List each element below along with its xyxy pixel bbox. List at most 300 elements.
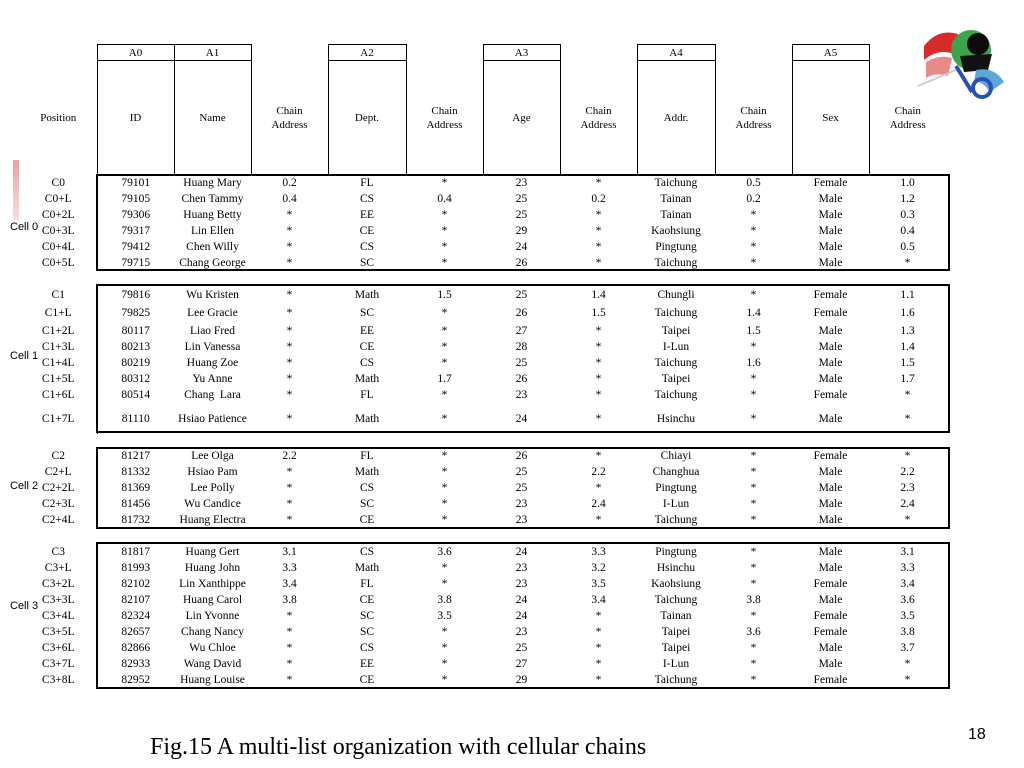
dept-cell: SC <box>359 498 375 510</box>
header-group-a4: A4 <box>637 45 715 61</box>
cell-1-table <box>20 286 946 434</box>
addr-cell: Pingtung <box>655 482 697 494</box>
dept-cell: SC <box>359 257 375 269</box>
table-row <box>20 656 946 672</box>
age-cell: 23 <box>515 578 528 590</box>
sex-chain-cell: 1.2 <box>900 193 915 205</box>
sex-chain-cell: 0.3 <box>900 209 915 221</box>
name-chain-cell: * <box>286 306 293 319</box>
sex-chain-cell: 3.7 <box>900 642 915 654</box>
table-row <box>20 403 946 434</box>
addr-chain-cell: * <box>750 562 757 574</box>
dept-chain-cell: * <box>441 341 448 353</box>
name-cell: Chang George <box>179 257 246 269</box>
age-chain-cell: * <box>595 674 602 686</box>
addr-cell: I-Lun <box>662 498 690 510</box>
sex-cell: Male <box>818 562 843 574</box>
header-group-a1: A1 <box>174 45 251 61</box>
addr-chain-cell: * <box>750 610 757 622</box>
cell-3-label: Cell 3 <box>10 600 39 612</box>
id-cell: 79825 <box>121 306 151 319</box>
addr-chain-cell: * <box>750 373 757 385</box>
name-cell: Huang Louise <box>180 674 245 686</box>
dept-cell: FL <box>360 177 374 189</box>
cell-0-table <box>20 175 946 271</box>
name-cell: Lee Gracie <box>187 306 238 319</box>
age-chain-cell: * <box>595 209 602 221</box>
age-chain-cell: 0.2 <box>591 193 606 205</box>
name-cell: Huang Electra <box>179 514 246 526</box>
addr-cell: Changhua <box>652 466 700 478</box>
name-chain-cell: * <box>286 642 293 654</box>
sex-chain-cell: * <box>904 389 911 401</box>
name-cell: Lin Yvonne <box>185 610 240 622</box>
name-cell: Wu Kristen <box>186 288 239 301</box>
addr-cell: Taipei <box>661 324 691 337</box>
position-cell: C1 <box>20 286 97 303</box>
table-row <box>20 387 946 403</box>
position-cell: C2+4L <box>20 512 97 528</box>
age-chain-cell: 3.5 <box>591 578 606 590</box>
id-cell: 81732 <box>121 514 151 526</box>
sex-cell: Male <box>818 594 843 606</box>
addr-chain-cell: * <box>750 412 757 425</box>
age-chain-cell: 2.4 <box>591 498 606 510</box>
dept-chain-cell: * <box>441 306 448 319</box>
header-chain-address: Chain Address <box>426 104 463 131</box>
dept-cell: CE <box>359 594 375 606</box>
cell-3-table <box>20 544 946 688</box>
addr-chain-cell: * <box>750 450 757 462</box>
age-chain-cell: * <box>595 610 602 622</box>
id-cell: 80213 <box>121 341 151 353</box>
sex-cell: Male <box>818 341 843 353</box>
position-cell: C0+L <box>20 191 97 207</box>
addr-cell: I-Lun <box>662 341 690 353</box>
table-row <box>20 191 946 207</box>
name-cell: Lin Ellen <box>190 225 235 237</box>
position-cell: C1+5L <box>20 371 97 387</box>
addr-chain-cell: * <box>750 514 757 526</box>
name-chain-cell: * <box>286 482 293 494</box>
addr-chain-cell: * <box>750 674 757 686</box>
dept-cell: Math <box>354 412 380 425</box>
id-cell: 82933 <box>121 658 151 670</box>
age-chain-cell: 1.4 <box>591 288 606 301</box>
header-group-blank <box>20 45 97 61</box>
id-cell: 81217 <box>121 450 151 462</box>
sex-cell: Male <box>818 642 843 654</box>
age-cell: 25 <box>515 357 528 369</box>
addr-cell: Taichung <box>654 514 698 526</box>
dept-chain-cell: * <box>441 482 448 494</box>
header-age: Age <box>483 61 560 175</box>
addr-cell: Chiayi <box>660 450 692 462</box>
header-addr: Addr. <box>637 61 715 175</box>
id-cell: 80117 <box>121 324 150 337</box>
page-number: 18 <box>968 726 986 743</box>
dept-chain-cell: 3.5 <box>437 610 452 622</box>
sex-cell: Female <box>813 288 848 301</box>
position-cell: C3+5L <box>20 624 97 640</box>
dept-chain-cell: * <box>441 498 448 510</box>
sex-chain-cell: 1.6 <box>900 306 915 319</box>
age-chain-cell: 3.4 <box>591 594 606 606</box>
name-chain-cell: * <box>286 658 293 670</box>
dept-cell: CE <box>359 514 375 526</box>
addr-cell: Taichung <box>654 389 698 401</box>
table-row <box>20 355 946 371</box>
position-cell: C0+3L <box>20 223 97 239</box>
name-chain-cell: * <box>286 626 293 638</box>
id-cell: 81369 <box>121 482 151 494</box>
dept-cell: EE <box>359 324 375 337</box>
header-position: Position <box>40 111 77 124</box>
addr-chain-cell: * <box>750 642 757 654</box>
dept-cell: SC <box>359 610 375 622</box>
sex-chain-cell: 3.5 <box>900 610 915 622</box>
table-row <box>20 480 946 496</box>
id-cell: 81817 <box>121 546 151 558</box>
addr-chain-cell: * <box>750 546 757 558</box>
table-row <box>20 286 946 303</box>
name-chain-cell: 3.8 <box>282 594 297 606</box>
table-row <box>20 464 946 480</box>
table-row <box>20 303 946 322</box>
dept-cell: SC <box>359 306 375 319</box>
name-cell: Liao Fred <box>189 324 236 337</box>
sex-chain-cell: 3.6 <box>900 594 915 606</box>
id-cell: 79412 <box>121 241 151 253</box>
addr-cell: Tainan <box>660 610 692 622</box>
sex-cell: Female <box>813 578 848 590</box>
table-row <box>20 672 946 688</box>
name-chain-cell: 0.4 <box>282 193 297 205</box>
header-group-a0: A0 <box>97 45 174 61</box>
id-cell: 79306 <box>121 209 151 221</box>
position-cell: C2+2L <box>20 480 97 496</box>
dept-chain-cell: 3.8 <box>437 594 452 606</box>
position-cell: C3+7L <box>20 656 97 672</box>
name-chain-cell: * <box>286 357 293 369</box>
sex-chain-cell: 1.4 <box>900 341 915 353</box>
addr-chain-cell: * <box>750 225 757 237</box>
name-cell: Huang Carol <box>182 594 243 606</box>
position-cell: C3+4L <box>20 608 97 624</box>
position-cell: C1+6L <box>20 387 97 403</box>
age-cell: 23 <box>515 514 528 526</box>
dept-cell: Math <box>354 373 380 385</box>
name-chain-cell: 3.4 <box>282 578 297 590</box>
addr-chain-cell: * <box>750 389 757 401</box>
sex-chain-cell: 1.1 <box>900 288 915 301</box>
table-row <box>20 207 946 223</box>
age-chain-cell: * <box>595 412 602 425</box>
dept-chain-cell: * <box>441 642 448 654</box>
sex-cell: Male <box>818 209 843 221</box>
dept-cell: CS <box>359 357 375 369</box>
sex-cell: Male <box>818 373 843 385</box>
sex-cell: Male <box>818 324 843 337</box>
dept-chain-cell: 0.4 <box>437 193 452 205</box>
sex-chain-cell: 1.3 <box>900 324 915 337</box>
sex-cell: Male <box>818 225 843 237</box>
header-id: ID <box>97 61 174 175</box>
addr-cell: Tainan <box>660 209 692 221</box>
header-chain-address: Chain Address <box>889 104 926 131</box>
name-chain-cell: * <box>286 241 293 253</box>
cell-2-table <box>20 448 946 528</box>
header-group-chain <box>406 45 483 61</box>
id-cell: 81993 <box>121 562 151 574</box>
dept-cell: CE <box>359 674 375 686</box>
age-chain-cell: * <box>595 642 602 654</box>
name-cell: Chen Willy <box>186 241 239 253</box>
age-chain-cell: * <box>595 389 602 401</box>
dept-cell: CE <box>359 225 375 237</box>
addr-cell: Kaohsiung <box>651 578 701 590</box>
age-cell: 23 <box>515 177 528 189</box>
addr-chain-cell: 1.4 <box>746 306 761 319</box>
position-cell: C1+2L <box>20 322 97 339</box>
name-chain-cell: 0.2 <box>282 177 297 189</box>
age-cell: 24 <box>515 610 528 622</box>
age-chain-cell: * <box>595 324 602 337</box>
dept-cell: FL <box>360 578 374 590</box>
dept-cell: EE <box>359 658 375 670</box>
age-cell: 25 <box>515 288 528 301</box>
position-cell: C1+L <box>20 303 97 322</box>
dept-chain-cell: 1.5 <box>437 288 452 301</box>
sex-chain-cell: 1.5 <box>900 357 915 369</box>
id-cell: 79317 <box>121 225 151 237</box>
table-row <box>20 560 946 576</box>
table-row <box>20 371 946 387</box>
sex-chain-cell: 0.5 <box>900 241 915 253</box>
addr-cell: Pingtung <box>655 546 697 558</box>
dept-chain-cell: * <box>441 450 448 462</box>
header-group-a2: A2 <box>328 45 406 61</box>
age-chain-cell: * <box>595 450 602 462</box>
sex-chain-cell: 3.1 <box>900 546 915 558</box>
id-cell: 80514 <box>121 389 151 401</box>
position-cell: C3 <box>20 544 97 560</box>
addr-cell: Hsinchu <box>656 412 696 425</box>
dept-chain-cell: * <box>441 241 448 253</box>
name-cell: Lin Vanessa <box>184 341 241 353</box>
id-cell: 80312 <box>121 373 151 385</box>
table-row <box>20 640 946 656</box>
age-cell: 24 <box>515 546 528 558</box>
sex-cell: Male <box>818 546 843 558</box>
addr-chain-cell: * <box>750 482 757 494</box>
name-chain-cell: * <box>286 412 293 425</box>
dept-cell: FL <box>360 450 374 462</box>
addr-chain-cell: 0.5 <box>746 177 761 189</box>
addr-cell: Taipei <box>661 626 691 638</box>
position-cell: C2 <box>20 448 97 464</box>
addr-cell: Taichung <box>654 177 698 189</box>
id-cell: 82657 <box>121 626 151 638</box>
dept-cell: CE <box>359 341 375 353</box>
table-row <box>20 608 946 624</box>
sex-cell: Male <box>818 514 843 526</box>
addr-cell: Kaohsiung <box>651 225 701 237</box>
decorative-bar <box>13 160 19 220</box>
addr-chain-cell: * <box>750 341 757 353</box>
name-cell: Lee Polly <box>190 482 235 494</box>
age-cell: 24 <box>515 594 528 606</box>
age-chain-cell: * <box>595 514 602 526</box>
age-cell: 25 <box>515 466 528 478</box>
sex-cell: Male <box>818 241 843 253</box>
position-cell: C1+4L <box>20 355 97 371</box>
name-cell: Chang Nancy <box>181 626 244 638</box>
header-sex: Sex <box>792 61 869 175</box>
dept-cell: CS <box>359 546 375 558</box>
addr-chain-cell: 3.6 <box>746 626 761 638</box>
addr-chain-cell: * <box>750 288 757 301</box>
sex-chain-cell: 2.4 <box>900 498 915 510</box>
id-cell: 79105 <box>121 193 151 205</box>
dept-chain-cell: * <box>441 658 448 670</box>
table-row <box>20 322 946 339</box>
sex-chain-cell: 0.4 <box>900 225 915 237</box>
table-row <box>20 255 946 271</box>
age-cell: 26 <box>515 373 528 385</box>
id-cell: 82952 <box>121 674 151 686</box>
dept-cell: Math <box>354 466 380 478</box>
name-cell: Lin Xanthippe <box>179 578 246 590</box>
age-chain-cell: 2.2 <box>591 466 606 478</box>
cell-2-label: Cell 2 <box>10 480 39 492</box>
header-group-a3: A3 <box>483 45 560 61</box>
name-cell: Chen Tammy <box>181 193 244 205</box>
position-cell: C3+2L <box>20 576 97 592</box>
header-chain-address: Chain Address <box>271 104 308 131</box>
dept-chain-cell: * <box>441 626 448 638</box>
table-row <box>20 175 946 191</box>
sex-chain-cell: * <box>904 674 911 686</box>
sex-chain-cell: 1.7 <box>900 373 915 385</box>
age-chain-cell: * <box>595 373 602 385</box>
table-header <box>20 44 946 175</box>
position-cell: C0+5L <box>20 255 97 271</box>
addr-chain-cell: * <box>750 257 757 269</box>
addr-cell: Taichung <box>654 594 698 606</box>
sex-chain-cell: 1.0 <box>900 177 915 189</box>
addr-chain-cell: 0.2 <box>746 193 761 205</box>
id-cell: 79101 <box>121 177 151 189</box>
position-cell: C3+L <box>20 560 97 576</box>
dept-cell: CS <box>359 193 375 205</box>
addr-chain-cell: * <box>750 209 757 221</box>
sex-cell: Male <box>818 498 843 510</box>
header-group-chain <box>715 45 792 61</box>
addr-cell: Hsinchu <box>656 562 696 574</box>
age-chain-cell: 3.2 <box>591 562 606 574</box>
age-chain-cell: * <box>595 357 602 369</box>
header-group-chain <box>560 45 637 61</box>
age-chain-cell: * <box>595 482 602 494</box>
name-chain-cell: * <box>286 466 293 478</box>
dept-chain-cell: * <box>441 389 448 401</box>
name-cell: Huang Mary <box>183 177 242 189</box>
name-chain-cell: * <box>286 225 293 237</box>
addr-cell: Chungli <box>657 288 695 301</box>
sex-cell: Male <box>818 193 843 205</box>
age-chain-cell: 3.3 <box>591 546 606 558</box>
age-cell: 25 <box>515 193 528 205</box>
dept-chain-cell: * <box>441 209 448 221</box>
id-cell: 82324 <box>121 610 151 622</box>
header-dept: Dept. <box>328 61 406 175</box>
name-chain-cell: * <box>286 257 293 269</box>
id-cell: 81110 <box>121 412 150 425</box>
age-chain-cell: * <box>595 626 602 638</box>
dept-chain-cell: * <box>441 177 448 189</box>
header-name: Name <box>174 61 251 175</box>
dept-cell: CS <box>359 241 375 253</box>
name-cell: Huang Gert <box>185 546 240 558</box>
sex-cell: Female <box>813 450 848 462</box>
sex-cell: Male <box>818 412 843 425</box>
addr-chain-cell: * <box>750 498 757 510</box>
position-cell: C1+3L <box>20 339 97 355</box>
sex-chain-cell: * <box>904 514 911 526</box>
sex-cell: Female <box>813 610 848 622</box>
table-row <box>20 544 946 560</box>
header-chain-address: Chain Address <box>735 104 772 131</box>
age-cell: 25 <box>515 642 528 654</box>
table-row <box>20 239 946 255</box>
sex-cell: Male <box>818 257 843 269</box>
age-cell: 27 <box>515 324 528 337</box>
sex-chain-cell: 3.8 <box>900 626 915 638</box>
sex-cell: Female <box>813 626 848 638</box>
dept-chain-cell: * <box>441 225 448 237</box>
age-cell: 25 <box>515 482 528 494</box>
addr-cell: Taichung <box>654 674 698 686</box>
age-cell: 29 <box>515 674 528 686</box>
sex-cell: Female <box>813 389 848 401</box>
table-row <box>20 339 946 355</box>
addr-cell: Pingtung <box>655 241 697 253</box>
header-chain-address: Chain Address <box>580 104 617 131</box>
age-cell: 23 <box>515 626 528 638</box>
table-row <box>20 624 946 640</box>
dept-cell: CS <box>359 642 375 654</box>
sex-cell: Female <box>813 306 848 319</box>
sex-cell: Male <box>818 466 843 478</box>
name-cell: Yu Anne <box>192 373 233 385</box>
name-chain-cell: 3.3 <box>282 562 297 574</box>
age-cell: 25 <box>515 209 528 221</box>
sex-cell: Male <box>818 357 843 369</box>
id-cell: 80219 <box>121 357 151 369</box>
age-cell: 24 <box>515 412 528 425</box>
name-chain-cell: * <box>286 674 293 686</box>
sex-chain-cell: * <box>904 412 911 425</box>
age-cell: 26 <box>515 257 528 269</box>
addr-cell: Taichung <box>654 257 698 269</box>
dept-cell: FL <box>360 389 374 401</box>
position-cell: C1+7L <box>20 403 97 434</box>
addr-cell: Taichung <box>654 357 698 369</box>
sex-cell: Female <box>813 177 848 189</box>
addr-cell: Tainan <box>660 193 692 205</box>
sex-chain-cell: * <box>904 257 911 269</box>
